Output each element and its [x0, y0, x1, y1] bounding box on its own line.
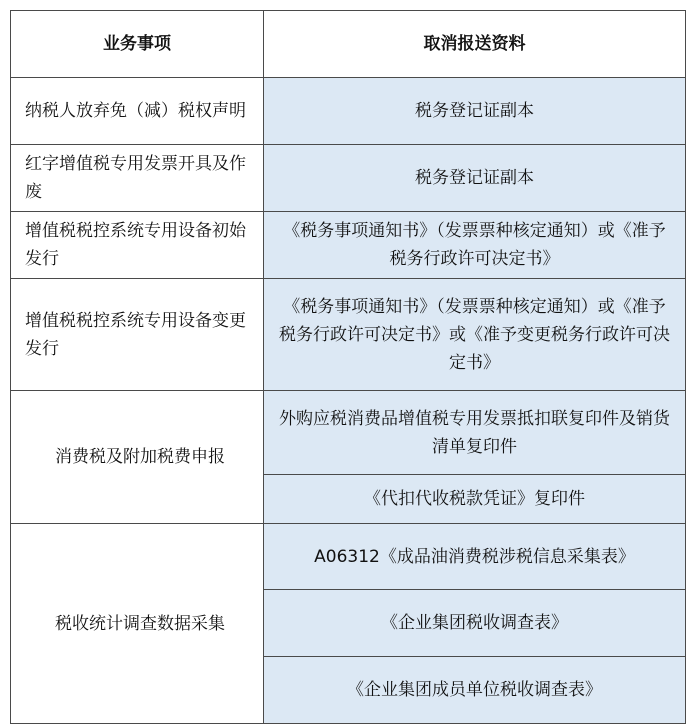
material-cell: 《税务事项通知书》（发票票种核定通知）或《准予税务行政许可决定书》或《准予变更税务行政许可决定书》 — [264, 279, 686, 391]
material-cell: 《代扣代收税款凭证》复印件 — [264, 475, 686, 524]
business-item-cell: 增值税税控系统专用设备初始发行 — [11, 212, 264, 279]
table-row — [11, 524, 686, 590]
material-cell: 《税务事项通知书》（发票票种核定通知）或《准予税务行政许可决定书》 — [264, 212, 686, 279]
table-row — [11, 145, 686, 212]
materials-table — [10, 10, 686, 724]
material-cell: 税务登记证副本 — [264, 78, 686, 145]
table-row — [11, 391, 686, 475]
material-cell: 外购应税消费品增值税专用发票抵扣联复印件及销货清单复印件 — [264, 391, 686, 475]
material-cell: 《企业集团成员单位税收调查表》 — [264, 657, 686, 724]
material-cell: 《企业集团税收调查表》 — [264, 590, 686, 657]
header-cancelled-materials: 取消报送资料 — [264, 11, 686, 78]
business-item-cell: 红字增值税专用发票开具及作废 — [11, 145, 264, 212]
header-business-item: 业务事项 — [11, 11, 264, 78]
business-item-cell: 增值税税控系统专用设备变更发行 — [11, 279, 264, 391]
table-row — [11, 78, 686, 145]
business-item-cell: 消费税及附加税费申报 — [11, 391, 264, 524]
table-row — [11, 212, 686, 279]
table-row — [11, 279, 686, 391]
material-cell: 税务登记证副本 — [264, 145, 686, 212]
material-cell: A06312《成品油消费税涉税信息采集表》 — [264, 524, 686, 590]
business-item-cell: 纳税人放弃免（减）税权声明 — [11, 78, 264, 145]
table-header-row — [11, 11, 686, 78]
business-item-cell: 税收统计调查数据采集 — [11, 524, 264, 724]
